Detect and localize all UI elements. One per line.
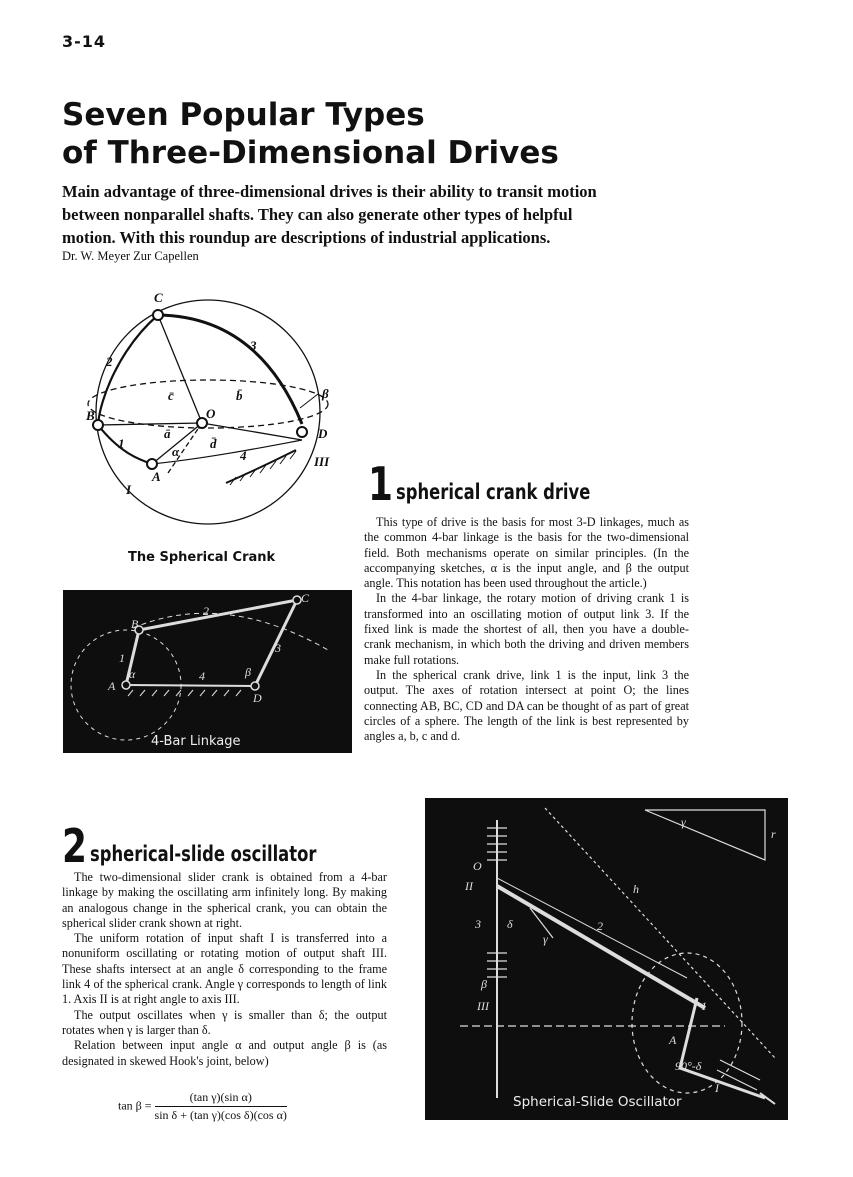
joint-A [122,681,130,689]
joint-A [147,459,157,469]
formula-fraction [155,1090,287,1123]
output-angle-formula [118,1090,287,1123]
label-4: 4 [199,669,205,683]
section-2-title: spherical-slide oscillator [90,842,317,866]
section-2-body [62,870,387,1069]
label-1: 1 [119,651,125,665]
label-A: A [108,679,116,693]
label-A: A [669,1033,677,1047]
spherical-slide-oscillator-figure [425,798,788,1120]
crank-1 [680,998,765,1098]
label-d-bar: d̄ [210,436,217,451]
section-2-number: 2 [62,819,87,873]
spherical-crank-diagram [60,288,360,548]
label-B: B [131,617,139,631]
link-4-ground [126,685,255,686]
article-author: Dr. W. Meyer Zur Capellen [62,249,199,263]
label-2: 2 [597,919,603,933]
label-O: O [206,406,216,421]
label-3: 3 [275,641,281,655]
label-c-bar: c̄ [168,388,174,403]
joint-D [297,427,307,437]
four-bar-linkage-diagram [63,590,352,753]
label-alpha: α [172,444,180,459]
section-2-paragraph: The two-dimensional slider crank is obtained from a 4-bar linkage by making the oscillating arm infinitely long. By making an analogous change in the spherical crank, you can obtain the spherical slider crank shown at right. [62,870,387,930]
section-2-paragraph: Relation between input angle α and output angle β is (as designated in skewed Hook's joint, below) [62,1038,387,1068]
section-1-body [364,515,689,744]
article-title-line-2: of Three-Dimensional Drives [62,135,559,171]
formula-denominator: sin δ + (tan γ)(cos δ)(cos α) [154,1108,287,1122]
label-2: 2 [106,354,113,369]
label-angle: 90°-δ [675,1059,702,1073]
coupler-arc [133,613,328,650]
label-b-bar: b̄ [236,388,243,403]
label-gamma: γ [543,932,548,946]
joint-D [251,682,259,690]
beta-arrow [300,394,318,408]
label-gamma-inset: γ [681,815,686,829]
section-1-paragraph: In the spherical crank drive, link 1 is the input, link 3 the output. The axes of rotation intersect at point O; the lines connecting AB, BC, CD and DA can be thought of as part of great circles of a sphere. The length of the link is best represented by angles a, b, c and d. [364,667,689,744]
label-C: C [301,591,310,605]
label-I: I [715,1081,719,1095]
section-1-number: 1 [368,457,393,511]
four-bar-linkage-figure [63,590,352,753]
label-III: III [314,454,330,469]
label-A: A [152,469,161,484]
label-III: III [477,999,489,1013]
section-2-heading [62,819,380,873]
spherical-slide-oscillator-caption: Spherical-Slide Oscillator [513,1094,682,1110]
link-2 [139,600,297,630]
label-beta: β [481,977,487,991]
label-II: II [465,879,473,893]
section-2-paragraph: The uniform rotation of input shaft I is transferred into a nonuniform oscillating or rotating motion of output shaft III. These shafts intersect at an angle δ corresponding to the frame link 4 of the spherical crank. Angle γ corresponds to length of link 1. Axis II is at right angle to axis III. [62,931,387,1007]
axis-line-c [158,315,202,423]
label-a-bar: ā [164,426,171,441]
page-number: 3-14 [62,32,107,51]
spherical-slide-oscillator-diagram [425,798,788,1120]
label-beta: β [322,386,329,401]
spherical-crank-figure [60,288,360,568]
label-beta: β [245,665,251,679]
section-2-paragraph: The output oscillates when γ is smaller than δ; the output rotates when γ is larger than δ. [62,1007,387,1037]
section-1-title: spherical crank drive [396,480,591,504]
label-D: D [253,691,262,705]
label-delta: δ [507,917,513,931]
triangle-inset [645,810,765,860]
four-bar-linkage-caption: 4-Bar Linkage [151,734,241,749]
label-h: h [633,882,639,896]
formula-numerator: (tan γ)(sin α) [155,1090,287,1107]
section-1-paragraph: This type of drive is the basis for most 3-D linkages, much as the common 4-bar linkage is the basis for the two-dimensional field. Both mechanisms operate on similar principles. (In the accompanying sketches, α is the input angle, and β the output angle. This notation has been used throughout the article.) [364,515,689,591]
label-O: O [473,859,482,873]
label-1: 1 [701,999,707,1013]
joint-C [293,596,301,604]
label-3: 3 [250,338,257,353]
section-1-paragraph: In the 4-bar linkage, the rotary motion of driving crank 1 is transformed into an oscillating motion of output link 3. If the fixed link is made the shortest of all, then you have a double-crank mechanism, in which both the driving and driven members make full rotations. [364,591,689,667]
label-B: B [86,408,95,423]
ground-hatch-line [226,450,296,483]
label-I: I [126,482,132,497]
spherical-crank-caption: The Spherical Crank [128,550,276,565]
article-title [62,96,559,172]
label-alpha: α [129,667,136,681]
formula-lhs: tan β = [118,1098,152,1113]
article-title-line-1: Seven Popular Types [62,97,425,133]
label-2: 2 [203,604,209,618]
joint-C [153,310,163,320]
great-circle-link-2 [98,315,158,425]
label-3: 3 [475,917,481,931]
label-4: 4 [240,448,247,463]
label-1: 1 [118,436,125,451]
label-C: C [154,290,163,305]
label-r: r [771,827,776,841]
link-2 [497,886,705,1008]
label-D: D [318,426,328,441]
article-lede: Main advantage of three-dimensional drives is their ability to transit motion between nonparallel shafts. They can also generate other types of helpful motion. With this roundup are descriptions of industrial applications. [62,182,597,247]
section-1-heading [368,457,645,511]
ground-hatching [128,690,241,696]
